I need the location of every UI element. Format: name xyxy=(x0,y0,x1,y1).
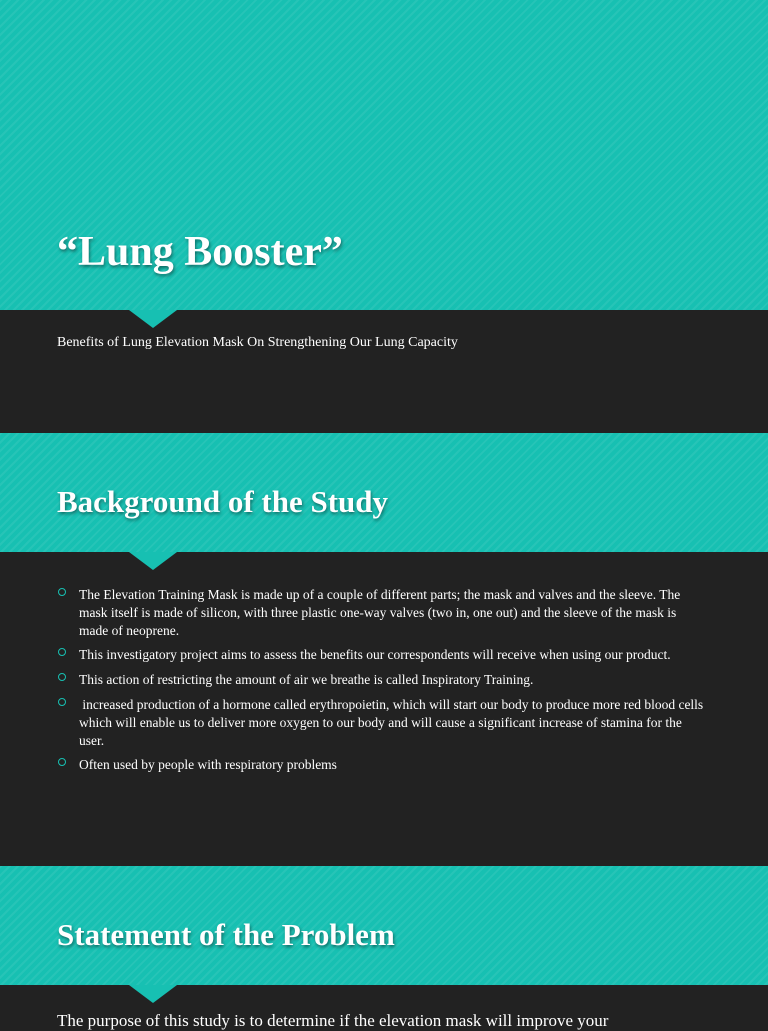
bullet-text: Often used by people with respiratory problems xyxy=(79,757,337,773)
subtitle-band xyxy=(0,310,768,433)
problem-text: The purpose of this study is to determine if the elevation mask will improve your xyxy=(57,1011,609,1030)
hollow-circle-bullet-icon xyxy=(58,673,66,681)
bullet-text: increased production of a hormone called erythropoietin, which will start our body to produce more red blood cells which will enable us to deliver more oxygen to our body and will cause a significant increase of stamina for the user. xyxy=(79,696,707,748)
slide-subtitle: Benefits of Lung Elevation Mask On Strengthening Our Lung Capacity xyxy=(57,335,458,350)
notch-pointer xyxy=(129,310,177,328)
bullet-text: The Elevation Training Mask is made up of a couple of different parts; the mask and valves and the sleeve. The mask itself is made of silicon, with three plastic one-way valves (two in, one out) and the sleeve of the mask is made of neoprene. xyxy=(79,587,681,638)
hollow-circle-bullet-icon xyxy=(58,698,66,706)
bullet-text: This action of restricting the amount of air we breathe is called Inspiratory Training. xyxy=(79,672,534,688)
notch-pointer xyxy=(129,985,177,1003)
title-slide xyxy=(0,0,768,433)
list-item xyxy=(57,696,707,749)
notch-pointer xyxy=(129,552,177,570)
list-item xyxy=(57,756,707,774)
list-item xyxy=(57,671,707,689)
section-title: Background of the Study xyxy=(57,484,389,519)
section-title: Statement of the Problem xyxy=(57,917,395,952)
hollow-circle-bullet-icon xyxy=(58,758,66,766)
list-item xyxy=(57,586,707,639)
slide-title: “Lung Booster” xyxy=(57,229,343,275)
hollow-circle-bullet-icon xyxy=(58,648,66,656)
problem-slide xyxy=(0,866,768,1024)
bullet-text: This investigatory project aims to assess the benefits our correspondents will receive when using our product. xyxy=(79,647,671,663)
hollow-circle-bullet-icon xyxy=(58,588,66,596)
bullet-list xyxy=(57,586,707,781)
list-item xyxy=(57,646,707,664)
